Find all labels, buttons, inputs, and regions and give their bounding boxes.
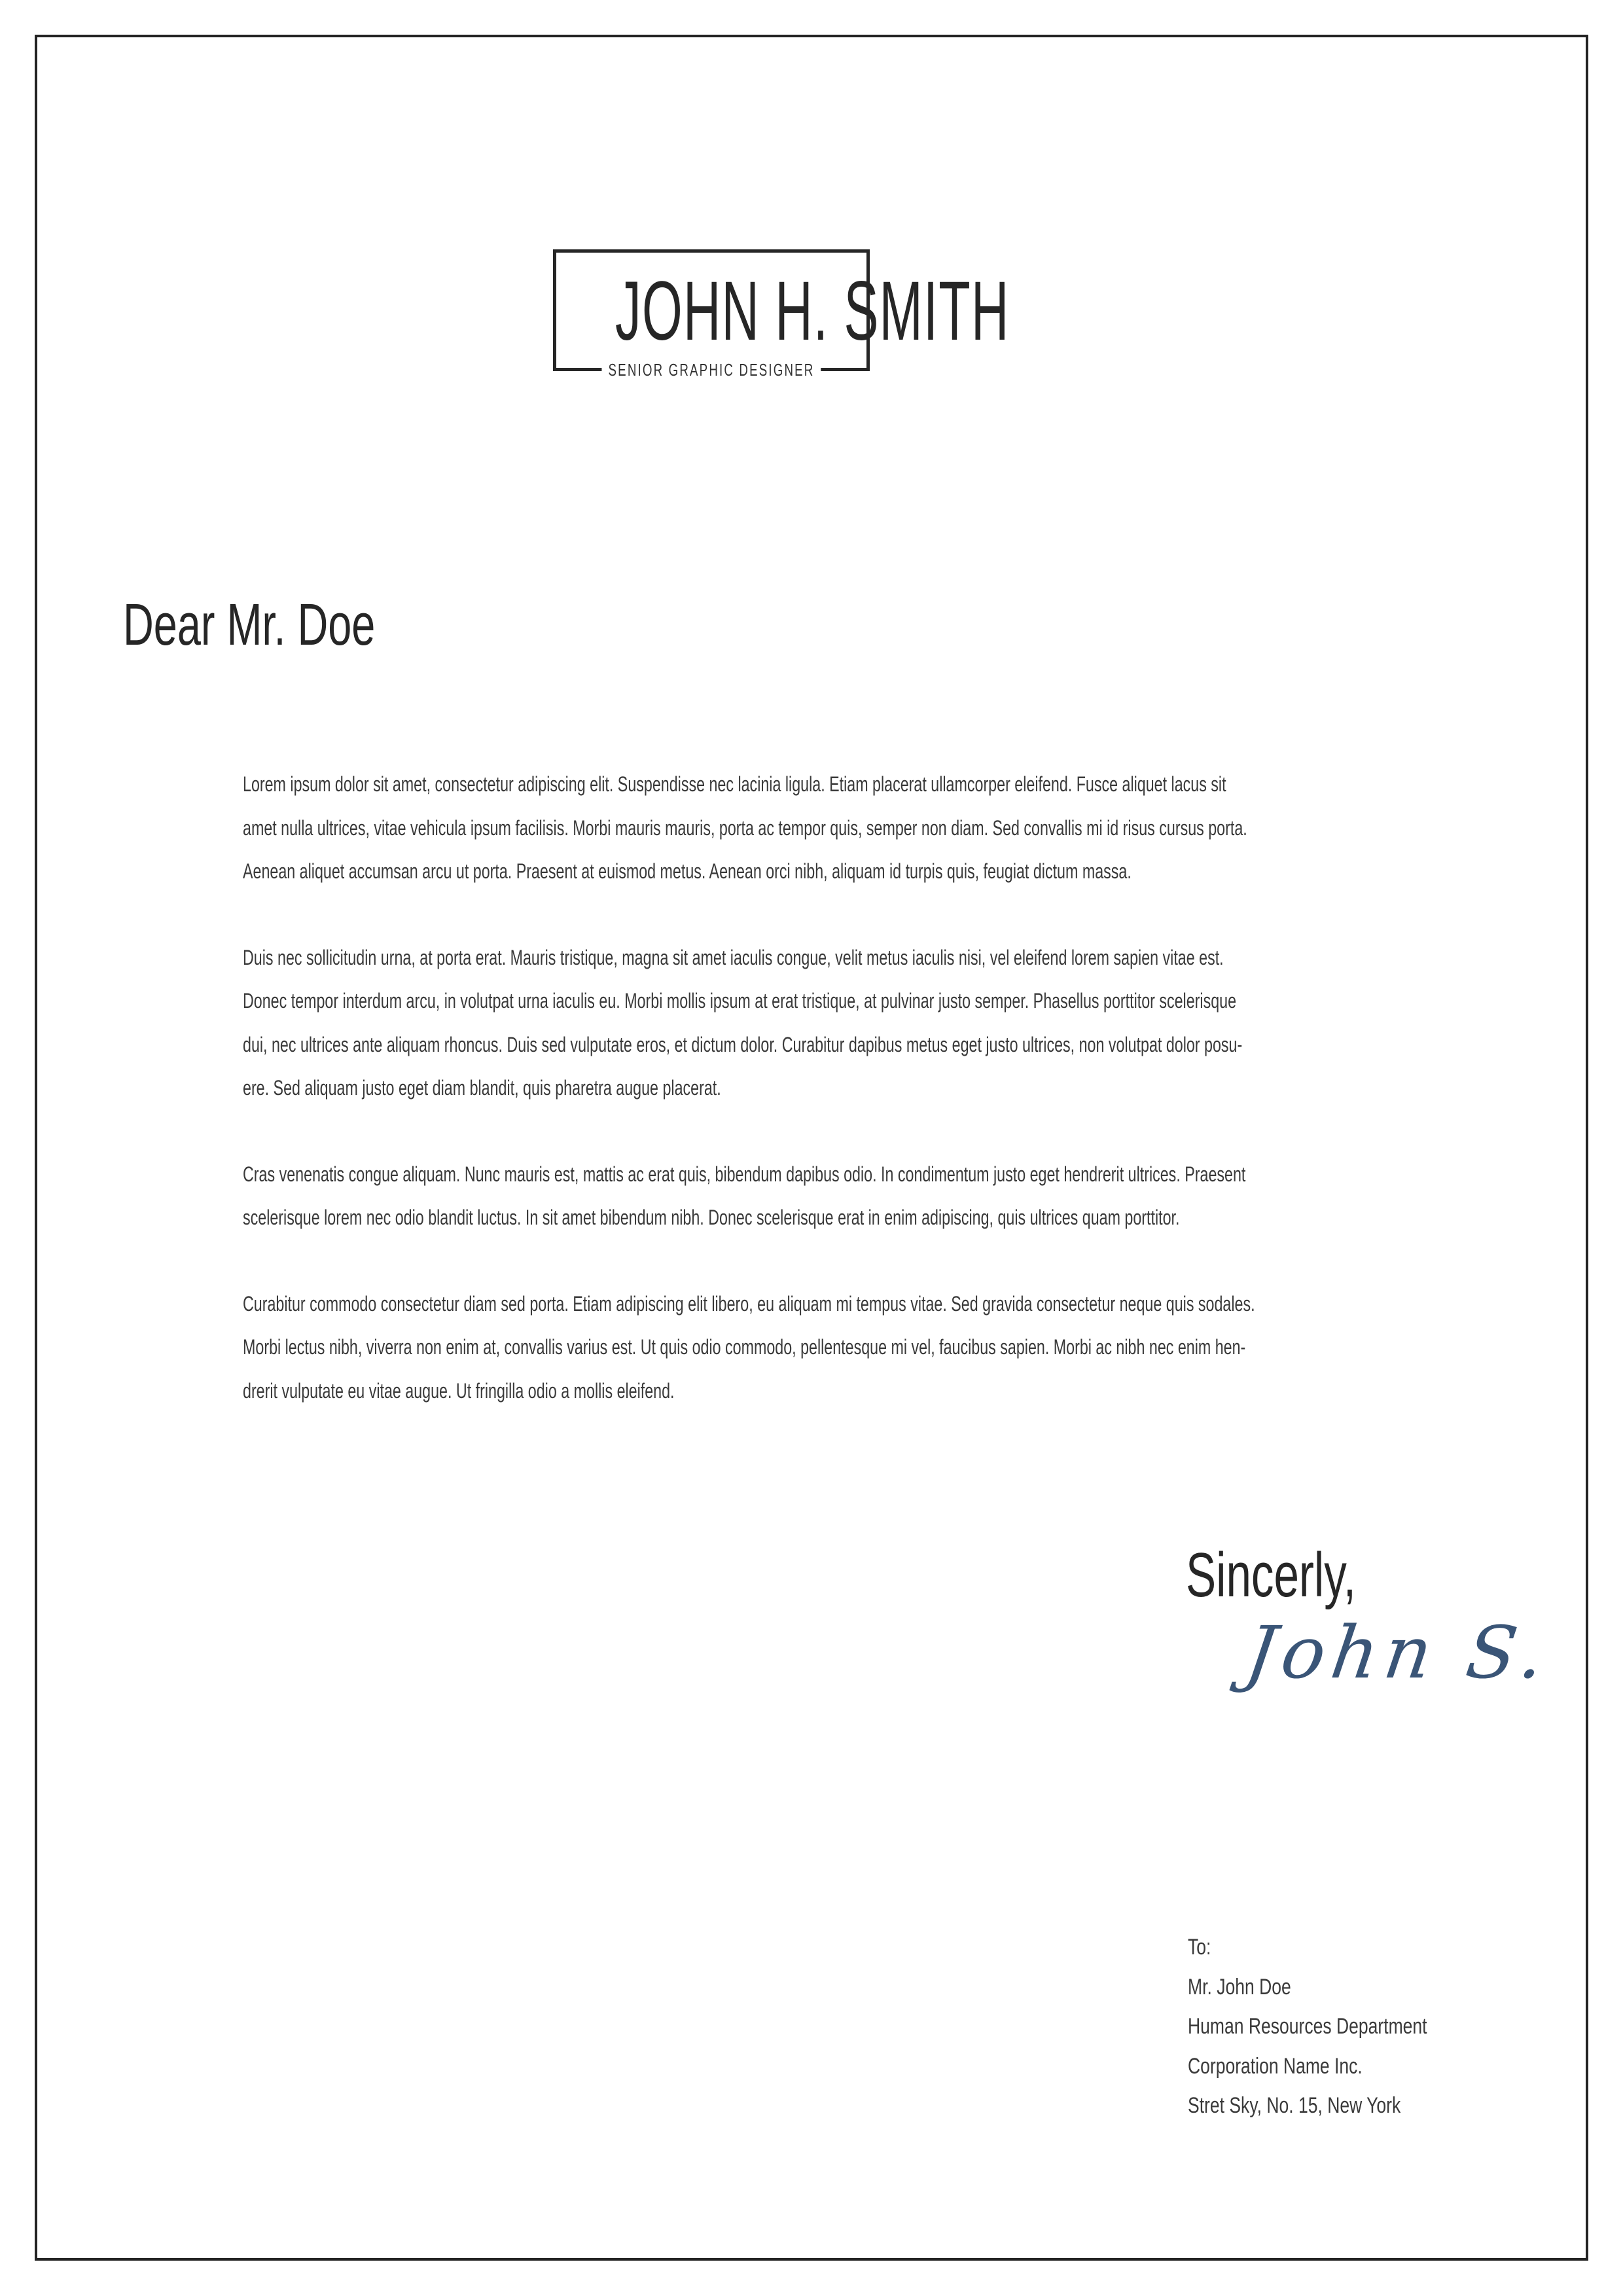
paragraph-3 bbox=[243, 1153, 1499, 1240]
signature: John S. bbox=[1241, 1611, 1556, 1695]
text-line: Donec tempor interdum arcu, in volutpat urna iaculis eu. Morbi mollis ipsum at erat tristique, at pulvinar justo semper. Phasellus porttitor scelerisque bbox=[243, 989, 1237, 1013]
letterhead-job-title: SENIOR GRAPHIC DESIGNER bbox=[601, 361, 821, 379]
closing: Sincerly, bbox=[1186, 1540, 1356, 1610]
text-line: amet nulla ultrices, vitae vehicula ipsum facilisis. Morbi mauris mauris, porta ac tempor quis, semper non diam. Sed convallis mi id risus cursus porta. bbox=[243, 816, 1247, 840]
text-line: Aenean aliquet accumsan arcu ut porta. Praesent at euismod metus. Aenean orci nibh, aliquam id turpis quis, feugiat dictum massa. bbox=[243, 859, 1132, 883]
text-line: Lorem ipsum dolor sit amet, consectetur adipiscing elit. Suspendisse nec lacinia ligula. Etiam placerat ullamcorper eleifend. Fusce aliquet lacus sit bbox=[243, 772, 1226, 796]
paragraph-4 bbox=[243, 1282, 1499, 1413]
text-line: ere. Sed aliquam justo eget diam blandit, quis pharetra augue placerat. bbox=[243, 1076, 721, 1100]
address-line: Stret Sky, No. 15, New York bbox=[1188, 2093, 1401, 2118]
text-line: Curabitur commodo consectetur diam sed porta. Etiam adipiscing elit libero, eu aliquam mi tempus vitae. Sed gravida consectetur neque quis sodales. bbox=[243, 1291, 1255, 1316]
recipient-address bbox=[1188, 1928, 1545, 2126]
address-line: Corporation Name Inc. bbox=[1188, 2053, 1363, 2079]
letter-body bbox=[243, 762, 1499, 1455]
letterhead-name: JOHN H. SMITH bbox=[615, 264, 1010, 358]
text-line: dui, nec ultrices ante aliquam rhoncus. Duis sed vulputate eros, et dictum dolor. Curabitur dapibus metus eget justo ultrices, non volutpat dolor posu- bbox=[243, 1032, 1243, 1056]
address-label: To: bbox=[1188, 1935, 1211, 1960]
text-line: drerit vulputate eu vitae augue. Ut fringilla odio a mollis eleifend. bbox=[243, 1378, 675, 1403]
salutation: Dear Mr. Doe bbox=[123, 592, 376, 658]
paragraph-2 bbox=[243, 936, 1499, 1110]
text-line: Duis nec sollicitudin urna, at porta erat. Mauris tristique, magna sit amet iaculis congue, velit metus iaculis nisi, vel eleifend lorem sapien vitae est. bbox=[243, 945, 1224, 969]
text-line: scelerisque lorem nec odio blandit luctus. In sit amet bibendum nibh. Donec scelerisque erat in enim adipiscing, quis ultrices quam porttitor. bbox=[243, 1206, 1180, 1229]
address-line: Mr. John Doe bbox=[1188, 1974, 1291, 2000]
paragraph-1 bbox=[243, 762, 1499, 893]
text-line: Cras venenatis congue aliquam. Nunc mauris est, mattis ac erat quis, bibendum dapibus odio. In condimentum justo eget hendrerit ultrices. Praesent bbox=[243, 1162, 1246, 1186]
letterhead-name-box bbox=[553, 249, 1010, 380]
text-line: Morbi lectus nibh, viverra non enim at, convallis varius est. Ut quis odio commodo, pellentesque mi vel, faucibus sapien. Morbi ac nibh nec enim hen- bbox=[243, 1335, 1246, 1359]
address-line: Human Resources Department bbox=[1188, 2014, 1427, 2039]
